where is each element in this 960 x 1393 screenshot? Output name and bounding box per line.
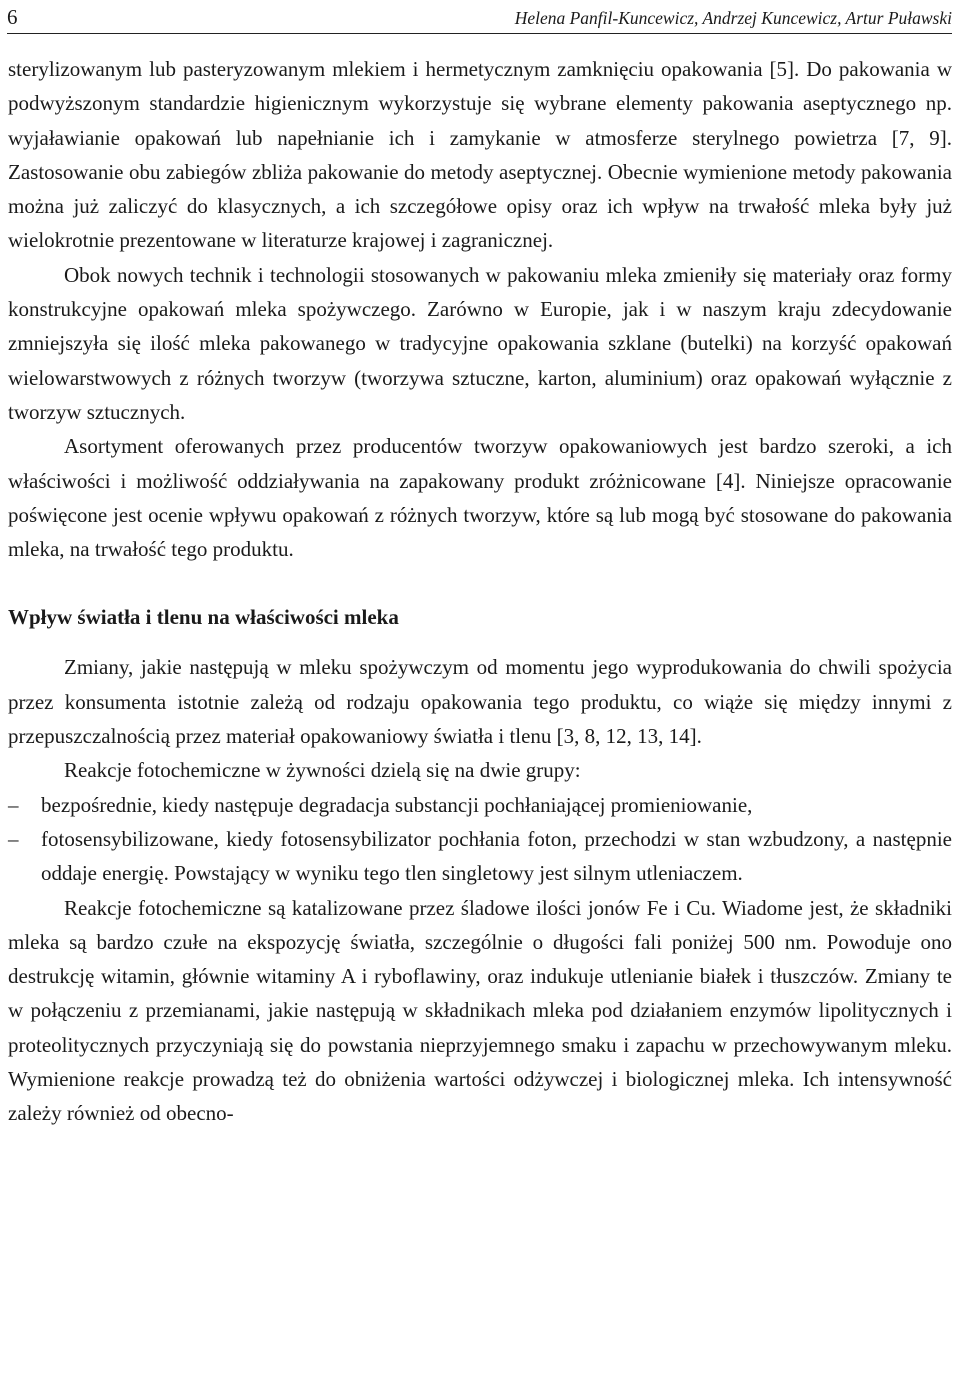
section-heading: Wpływ światła i tlenu na właściwości mleka	[8, 605, 399, 630]
paragraph-assortment: Asortyment oferowanych przez producentów tworzyw opakowaniowych jest bardzo szeroki, a ich właściwości i możliwość oddziaływania na zapakowany produkt zróżnicowane [4]. Niniejsze opracowanie poświęcone jest ocenie wpływu opakowań z różnych tworzyw, które są lub mogą być stosowane do pakowania mleka, na trwałość tego produktu.	[8, 434, 952, 562]
list-item	[8, 822, 952, 891]
list-item	[8, 788, 952, 822]
paragraph-photochemical-intro: Reakcje fotochemiczne w żywności dzielą się na dwie grupy:	[64, 758, 581, 783]
running-header-authors: Helena Panfil-Kuncewicz, Andrzej Kuncewicz, Artur Puławski	[514, 8, 952, 28]
reaction-types-list	[8, 788, 952, 891]
paragraph-milk-changes: Zmiany, jakie następują w mleku spożywczym od momentu jego wyprodukowania do chwili spożycia przez konsumenta istotnie zależą od rodzaju opakowania tego produktu, co wiąże się między innymi z przepuszczalnością przez materiał opakowaniowy światła i tlenu [3, 8, 12, 13, 14].	[8, 655, 952, 749]
list-dash-marker: –	[8, 792, 19, 817]
running-header	[7, 3, 952, 34]
page-number: 6	[7, 5, 18, 29]
list-dash-marker: –	[8, 826, 19, 851]
body-text	[8, 52, 952, 1131]
list-item-text: fotosensybilizowane, kiedy fotosensybilizator pochłania foton, przechodzi w stan wzbudzony, a następnie oddaje energię. Powstający w wyniku tego tlen singletowy jest silnym utleniaczem.	[41, 826, 952, 886]
paragraph-packaging-methods: sterylizowanym lub pasteryzowanym mlekiem i hermetycznym zamknięciu opakowania [5]. Do pakowania w podwyższonym standardzie higienicznym wykorzystuje się wybrane elementy pakowania aseptycznego np. wyjaławianie opakowań lub napełnianie ich i zamykanie w atmosferze sterylnego powietrza [7, 9]. Zastosowanie obu zabiegów zbliża pakowanie do metody aseptycznej. Obecnie wymienione metody pakowania można już zaliczyć do klasycznych, a ich szczegółowe opisy oraz ich wpływ na trwałość mleka były już wielokrotnie prezentowane w literaturze krajowej i zagranicznej.	[8, 57, 952, 253]
paragraph-packaging-materials: Obok nowych technik i technologii stosowanych w pakowaniu mleka zmieniły się materiały oraz formy konstrukcyjne opakowań mleka spożywczego. Zarówno w Europie, jak i w naszym kraju zdecydowanie zmniejszyła się ilość mleka pakowanego w tradycyjne opakowania szklane (butelki) na korzyść opakowań wielowarstwowych z różnych tworzyw (tworzywa sztuczne, karton, aluminium) oraz opakowań wyłącznie z tworzyw sztucznych.	[8, 262, 952, 424]
paragraph-catalysis: Reakcje fotochemiczne są katalizowane przez śladowe ilości jonów Fe i Cu. Wiadome jest, że składniki mleka są bardzo czułe na ekspozycję światła, szczególnie o długości fali poniżej 500 nm. Powoduje ono destrukcję witamin, głównie witaminy A i ryboflawiny, oraz indukuje utlenianie białek i tłuszczów. Zmiany te w połączeniu z przemianami, jakie następują w składnikach mleka pod działaniem enzymów lipolitycznych i proteolitycznych przyczyniają się do powstania nieprzyjemnego smaku i zapachu w przechowywanym mleku. Wymienione reakcje prowadzą też do obniżenia wartości odżywczej i biologicznej mleka. Ich intensywność zależy również od obecno-	[8, 895, 952, 1126]
list-item-text: bezpośrednie, kiedy następuje degradacja substancji pochłaniającej promieniowanie,	[41, 792, 753, 817]
